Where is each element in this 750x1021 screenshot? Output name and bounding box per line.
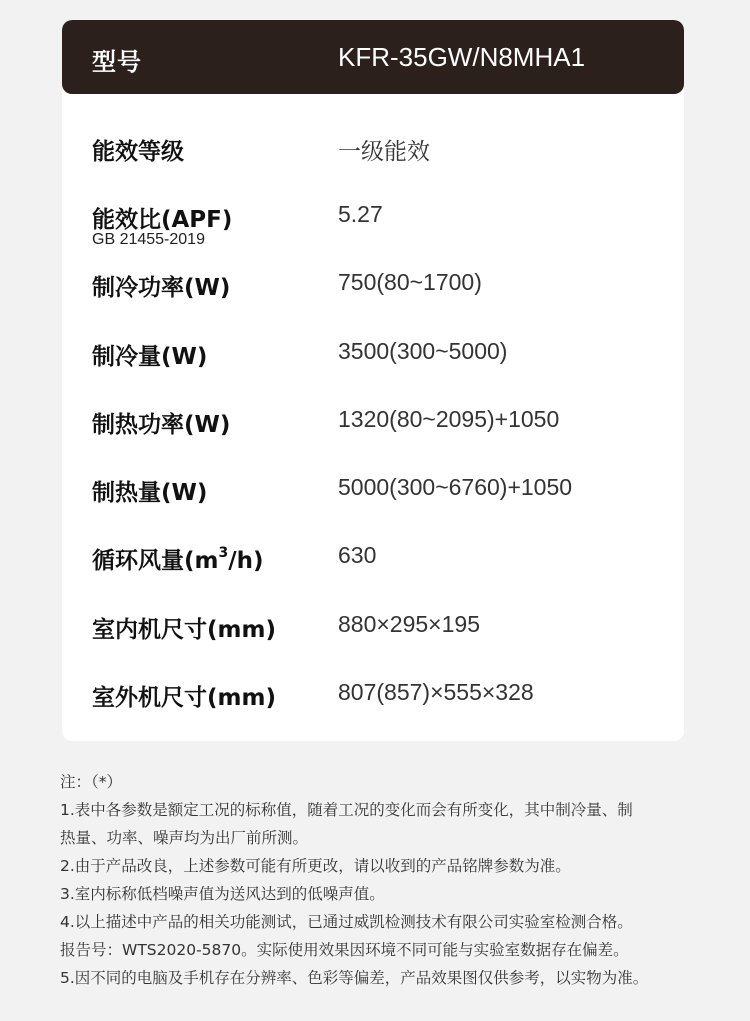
note-line: 3.室内标称低档噪声值为送风达到的低噪声值。 <box>60 885 385 903</box>
spec-row-apf <box>62 201 684 261</box>
spec-table <box>62 20 684 741</box>
superscript: 3 <box>218 545 229 562</box>
spec-label: 循环风量$(m^3/h)$ <box>92 545 264 574</box>
spec-label: 能效等级 <box>92 139 184 165</box>
note-line: 报告号：WTS2020-5870。实际使用效果因环境不同可能与实验室数据存在偏差。 <box>60 941 629 959</box>
footnotes <box>60 768 700 992</box>
spec-value: 3500(300~5000) <box>338 338 508 364</box>
spec-label: 制热功率(W) <box>92 412 231 438</box>
spec-label: 室外机尺寸(mm) <box>92 685 276 711</box>
spec-row-heating-capacity <box>62 474 684 534</box>
spec-row-indoor-size <box>62 611 684 671</box>
spec-label: 制热量(W) <box>92 480 208 506</box>
note-line: 4.以上描述中产品的相关功能测试，已通过威凯检测技术有限公司实验室检测合格。 <box>60 913 633 931</box>
note-line: 5.因不同的电脑及手机存在分辨率、色彩等偏差，产品效果图仅供参考，以实物为准。 <box>60 969 649 987</box>
model-header <box>62 20 684 94</box>
spec-label: 制冷量(W) <box>92 344 208 370</box>
spec-value: 5000(300~6760)+1050 <box>338 474 573 500</box>
spec-value: 880×295×195 <box>338 611 480 637</box>
spec-value: 630 <box>338 542 377 568</box>
spec-value: 807(857)×555×328 <box>338 679 534 705</box>
spec-row-airflow <box>62 542 684 602</box>
spec-label: 室内机尺寸(mm) <box>92 617 276 643</box>
model-value: KFR-35GW/N8MHA1 <box>338 42 586 72</box>
spec-row-outdoor-size <box>62 679 684 739</box>
notes-title: 注：（*） <box>60 773 123 791</box>
spec-row-cooling-capacity <box>62 338 684 398</box>
spec-row-efficiency-grade <box>62 133 684 193</box>
spec-standard: GB 21455-2019 <box>92 231 205 248</box>
spec-value: 5.27 <box>338 201 383 227</box>
note-line: 1.表中各参数是额定工况的标称值，随着工况的变化而会有所变化，其中制冷量、制 <box>60 801 633 819</box>
spec-label: 能效比(APF) <box>92 207 233 233</box>
note-line: 热量、功率、噪声均为出厂前所测。 <box>60 829 309 847</box>
spec-row-cooling-power <box>62 269 684 329</box>
spec-row-heating-power <box>62 406 684 466</box>
spec-value: 750(80~1700) <box>338 269 482 295</box>
spec-value: 一级能效 <box>338 139 430 165</box>
model-label: 型号 <box>92 48 142 76</box>
note-line: 2.由于产品改良，上述参数可能有所更改，请以收到的产品铭牌参数为准。 <box>60 857 571 875</box>
spec-label: 制冷功率(W) <box>92 275 231 301</box>
spec-value: 1320(80~2095)+1050 <box>338 406 560 432</box>
